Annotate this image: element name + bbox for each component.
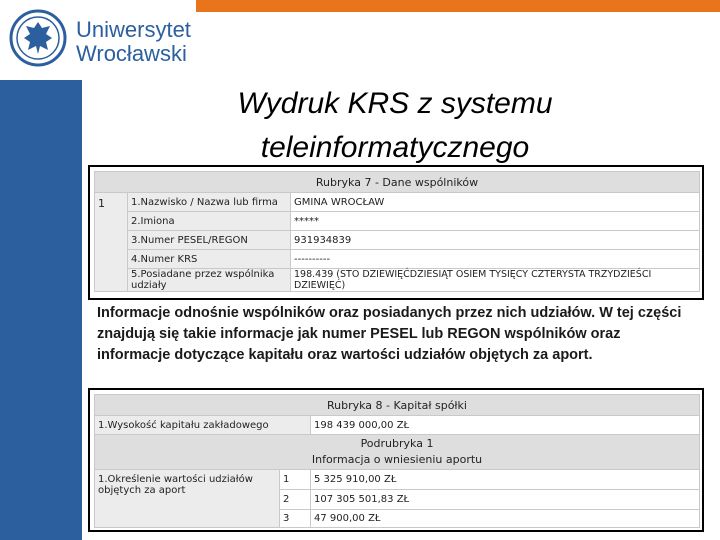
- capital-table: [94, 394, 700, 528]
- krs-section-7-frame: [88, 165, 704, 300]
- title-line-2: teleinformatycznego: [260, 131, 530, 164]
- aport-index: 1: [280, 470, 311, 490]
- row-label: 3.Numer PESEL/REGON: [128, 231, 291, 250]
- eagle-emblem-icon: [8, 8, 68, 68]
- section-7-header: Rubryka 7 - Dane wspólników: [95, 172, 700, 193]
- row-value: *****: [291, 212, 700, 231]
- university-logo: [6, 6, 196, 72]
- row-value: 931934839: [291, 231, 700, 250]
- aport-value: 47 900,00 ZŁ: [311, 510, 700, 528]
- row-label: 5.Posiadane przez wspólnika udziały: [128, 269, 291, 292]
- row-value: GMINA WROCŁAW: [291, 193, 700, 212]
- krs-section-8-frame: [88, 388, 704, 532]
- aport-label: 1.Określenie wartości udziałów objętych za aport: [95, 470, 280, 528]
- row-label: 1.Nazwisko / Nazwa lub firma: [128, 193, 291, 212]
- row-value: 198.439 (STO DZIEWIĘĆDZIESIĄT OSIEM TYSIĘCY CZTERYSTA TRZYDZIEŚCI DZIEWIĘĆ): [291, 269, 700, 292]
- row-label: 2.Imiona: [128, 212, 291, 231]
- row-label: 4.Numer KRS: [128, 250, 291, 269]
- capital-label: 1.Wysokość kapitału zakładowego: [95, 416, 311, 435]
- subsection-subtitle: Informacja o wniesieniu aportu: [311, 453, 483, 466]
- shareholders-table: [94, 171, 700, 292]
- logo-text: [76, 18, 191, 66]
- left-accent-bar: [0, 80, 82, 540]
- page-title: [180, 82, 610, 170]
- aport-index: 3: [280, 510, 311, 528]
- section-8-header: Rubryka 8 - Kapitał spółki: [95, 395, 700, 416]
- title-line-1: Wydruk KRS z systemu: [237, 87, 553, 120]
- aport-index: 2: [280, 490, 311, 510]
- capital-value: 198 439 000,00 ZŁ: [311, 416, 700, 435]
- subsection-title: Podrubryka 1: [360, 437, 434, 450]
- top-accent-bar: [196, 0, 720, 12]
- shareholder-index: 1: [95, 193, 128, 292]
- aport-value: 5 325 910,00 ZŁ: [311, 470, 700, 490]
- subsection-header: [95, 435, 700, 470]
- row-value: ----------: [291, 250, 700, 269]
- description-text: Informacje odnośnie wspólników oraz posiadanych przez nich udziałów. W tej części znajdują się takie informacje jak numer PESEL lub REGON wspólników oraz informacje dotyczące kapitału oraz wartości udziałów objętych za aport.: [97, 305, 682, 363]
- logo-line-1: Uniwersytet: [76, 17, 191, 42]
- aport-value: 107 305 501,83 ZŁ: [311, 490, 700, 510]
- logo-line-2: Wrocławski: [76, 41, 187, 66]
